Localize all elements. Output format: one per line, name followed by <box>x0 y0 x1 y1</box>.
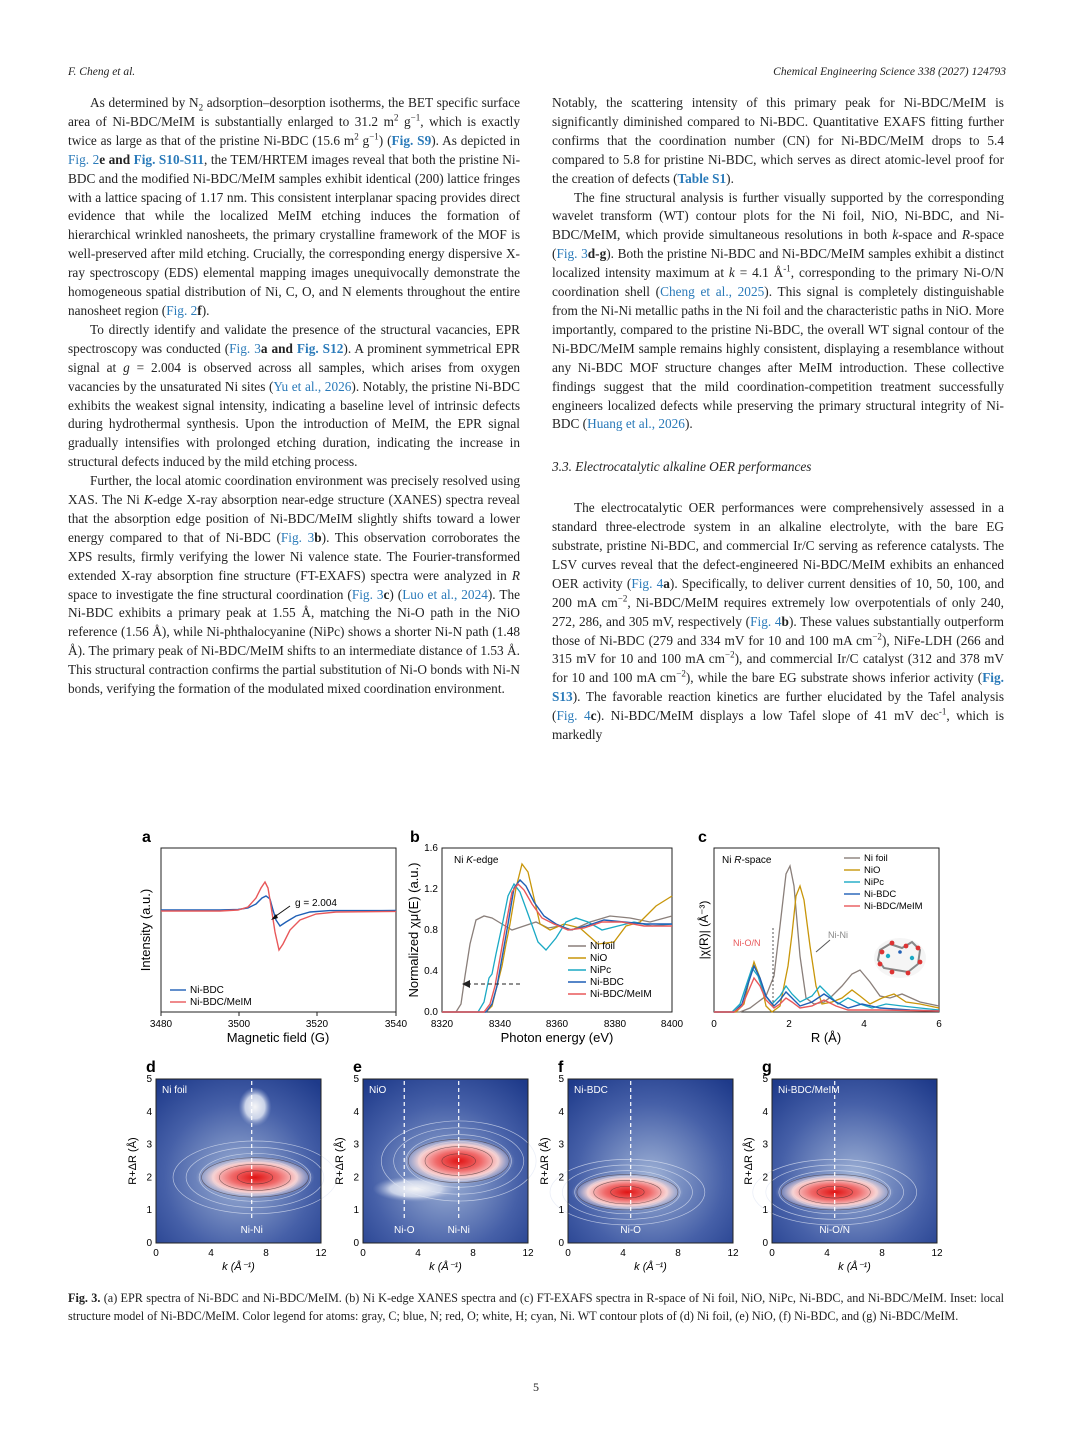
wt-xlabel: k (Å⁻¹) <box>634 1261 667 1273</box>
wt-xtick: 12 <box>522 1248 534 1259</box>
wt-ytick: 5 <box>146 1074 152 1085</box>
wt-panel-d <box>126 1059 337 1273</box>
tick-0-8: 0.8 <box>424 925 438 936</box>
figure-caption: Fig. 3. (a) EPR spectra of Ni-BDC and Ni-BDC/MeIM. (b) Ni K-edge XANES spectra and (c) FT-EXAFS spectra in R-space of Ni foil, NiO, NiPc, Ni-BDC, and Ni-BDC/MeIM. Inset: local structure model of Ni-BDC/MeIM. Color legend for atoms: gray, C; blue, N; red, O; white, H; cyan, Ni. WT contour plots of (d) Ni foil, (e) NiO, (f) Ni-BDC, and (g) Ni-BDC/MeIM. <box>68 1291 1005 1323</box>
epr-ni-bdc-meim-curve <box>161 882 396 950</box>
tick-r-6: 6 <box>936 1019 942 1030</box>
tick-8320: 8320 <box>430 1019 454 1030</box>
tick-1-2: 1.2 <box>424 884 438 895</box>
panel-d-label: d <box>146 1059 156 1076</box>
wt-ytick: 3 <box>146 1139 152 1151</box>
wt-title: Ni-BDC <box>574 1085 608 1096</box>
legend-c-ni-bdc: Ni-BDC <box>864 889 897 900</box>
panel-c-xticks <box>711 1019 942 1030</box>
wt-marker-label: Ni-O/N <box>819 1225 850 1236</box>
wt-intensity-maximum <box>196 1156 315 1199</box>
link-fig-s13[interactable]: Fig. S13 <box>552 670 1004 705</box>
paragraph: Further, the local atomic coordination environment was precisely resolved using XAS. The Ni K-edge X-ray absorption near-edge structure (XANES) spectra reveal that the absorption edge position of Ni-BDC/MeIM slightly shifts toward a lower energy compared to that of Ni-BDC (Fig. 3b). This observation corroborates the XPS results, firmly verifying the lower Ni valence state. The Fourier-transformed extended X-ray absorption fine structure (FT-EXAFS) spectra were analyzed in R space to investigate the fine structural coordination (Fig. 3c) (Luo et al., 2024). The Ni-BDC exhibits a primary peak at 1.55 Å, matching the Ni-O path in the NiO reference (1.56 Å), while Ni-phthalocyanine (NiPc) shows a shorter Ni-N path (1.48 Å). The primary peak of Ni-BDC/MeIM shifts to an intermediate distance of 1.53 Å. This structural contraction confirms the partial substitution of Ni-O bonds with Ni-N bonds, verifying the formation of the modulated mixed coordination environment. <box>68 473 520 697</box>
wt-xtick: 4 <box>208 1248 214 1259</box>
legend-a-ni-bdc-meim: Ni-BDC/MeIM <box>190 997 252 1008</box>
wt-xtick: 12 <box>931 1248 943 1259</box>
wt-ytick: 1 <box>762 1205 768 1217</box>
paragraph: As determined by $N_2$ adsorption–desorption isotherms, the BET specific surface area of Ni-BDC/MeIM is substantially enlarged to 31.2 $m^2$ $g^{-1}$, which is exactly twice as large as that of the pristine Ni-BDC (15.6 $m^2$ $g^{-1}$) (Fig. S9). As depicted in Fig. 2e and Fig. S10-S11, the TEM/HRTEM images reveal that both the pristine Ni-BDC and the modified Ni-BDC/MeIM samples exhibit identical (200) lattice fringes with a lattice spacing of 1.17 nm. This consistent interplanar spacing provides direct evidence that while the localized MeIM etching induces the formation of hierarchical wrinkled nanosheets, the primary crystalline framework of the MOF is well-preserved after mild etching. Crucially, the corresponding energy dispersive X-ray spectroscopy (EDS) elemental mapping images unequivocally demonstrate the homogeneous spatial distribution of Ni, C, O, and N elements throughout the entire nanosheet region (Fig. 2f). <box>68 95 520 318</box>
tick-8380: 8380 <box>603 1019 627 1030</box>
panel-b-frame <box>442 848 672 1012</box>
tick-0-4: 0.4 <box>424 966 438 977</box>
wt-ytick: 2 <box>353 1172 359 1184</box>
ni-ni-arrow <box>816 940 830 952</box>
link-fig-s10[interactable]: Fig. S10-S11 <box>133 151 204 167</box>
wt-ytick: 2 <box>762 1172 768 1184</box>
tick-8340: 8340 <box>488 1019 512 1030</box>
wt-panels <box>126 1059 943 1273</box>
wt-ytick: 1 <box>353 1205 359 1217</box>
wt-secondary-lobe <box>239 1087 272 1126</box>
wt-ytick: 4 <box>558 1106 564 1118</box>
panel-b-xticks <box>431 1019 684 1030</box>
wt-ytick: 0 <box>353 1238 359 1249</box>
wt-ytick: 1 <box>558 1205 564 1217</box>
wt-ylabel: R+ΔR (Å) <box>743 1137 755 1185</box>
panel-b-yticks <box>424 843 438 1018</box>
tick-3500: 3500 <box>227 1019 251 1030</box>
wt-panel-e <box>333 1059 536 1273</box>
paragraph: The fine structural analysis is further visually supported by the corresponding wavelet transform (WT) contour plots for the Ni foil, NiO, Ni-BDC, and Ni-BDC/MeIM, which provide simultaneous resolutions in both k-space and R-space (Fig. 3d-g). Both the pristine Ni-BDC and Ni-BDC/MeIM samples exhibit a distinct localized intensity maximum at k = 4.1 $Å^{-1}$, corresponding to the primary Ni-O/N coordination shell (Cheng et al., 2025). This signal is completely distinguishable from the Ni-Ni metallic paths in the Ni foil and the characteristic paths in NiO. More importantly, compared to the pristine Ni-BDC, the overall WT signal contour of the Ni-BDC/MeIM sample remains highly consistent, displaying a resemblance without any Ni-BDC MOF structure changes after MeIM introduction. These collective findings suggest that the mild coordination-competition treatment successfully engineers localized defects while preserving the primary structural integrity of Ni-BDC (Huang et al., 2026). <box>552 189 1004 432</box>
panel-e-label: e <box>353 1059 362 1076</box>
wt-ytick: 5 <box>762 1074 768 1085</box>
wt-xtick: 8 <box>263 1248 269 1259</box>
legend-b-ni-foil: Ni foil <box>590 941 616 952</box>
link-fig-4a[interactable]: Fig. 4 <box>631 575 664 591</box>
wt-xlabel: k (Å⁻¹) <box>429 1261 462 1273</box>
link-ref-cheng[interactable]: Cheng et al., 2025 <box>660 284 765 300</box>
right-column <box>552 94 1004 745</box>
wt-xtick: 4 <box>620 1248 626 1259</box>
link-ref-yu[interactable]: Yu et al., 2026 <box>273 378 352 394</box>
legend-b-nio: NiO <box>590 953 608 964</box>
section-title: 3.3. Electrocatalytic alkaline OER performances <box>552 459 812 475</box>
legend-c-nio: NiO <box>864 865 881 876</box>
wt-xlabel: k (Å⁻¹) <box>222 1261 255 1273</box>
wt-title: Ni-BDC/MeIM <box>778 1085 840 1096</box>
wt-title: Ni foil <box>162 1085 188 1096</box>
link-fig-2[interactable]: Fig. 2 <box>68 151 100 167</box>
link-fig-s12[interactable]: Fig. S12 <box>296 340 344 356</box>
legend-c <box>844 853 923 912</box>
left-column <box>68 94 520 699</box>
paragraph: The electrocatalytic OER performances were comprehensively assessed in a standard three-electrode system in an alkaline electrolyte, with the bare EG substrate, pristine Ni-BDC, and commercial Ir/C serving as reference catalysts. The LSV curves reveal that the defect-engineered Ni-BDC/MeIM exhibits an enhanced OER activity (Fig. 4a). Specifically, to deliver current densities of 10, 50, 100, and 200 mA $cm^{-2}$, Ni-BDC/MeIM requires extremely low overpotentials of only 240, 272, 286, and 305 mV, respectively (Fig. 4b). These values substantially outperform those of Ni-BDC (279 and 334 mV for 10 and 100 mA $cm^{-2}$), NiFe-LDH (266 and 315 mV for 10 and 100 mA $cm^{-2}$), and commercial Ir/C catalyst (312 and 378 mV for 10 and 100 mA $cm^{-2}$), while the bare EG substrate shows inferior activity (Fig. S13). The favorable reaction kinetics are further elucidated by the Tafel analysis (Fig. 4c). Ni-BDC/MeIM displays a low Tafel slope of 41 mV dec$^{-1}$, which is markedly <box>552 500 1004 743</box>
wt-xtick: 0 <box>360 1248 366 1259</box>
wt-marker-label: Ni-O <box>393 1225 415 1236</box>
wt-ytick: 0 <box>558 1238 564 1249</box>
wt-ylabel: R+ΔR (Å) <box>334 1137 346 1185</box>
wt-xtick: 12 <box>315 1248 327 1259</box>
wt-title: NiO <box>369 1085 387 1096</box>
wt-ytick: 0 <box>146 1238 152 1249</box>
annot-ni-ni: Ni-Ni <box>828 930 848 940</box>
legend-a-ni-bdc: Ni-BDC <box>190 985 224 996</box>
legend-c-ni-foil: Ni foil <box>864 853 888 864</box>
tick-8400: 8400 <box>660 1019 684 1030</box>
legend-c-nipc: NiPc <box>864 877 885 888</box>
panel-c-title: Ni R-space <box>722 855 772 866</box>
inset-structure-model <box>874 938 926 978</box>
wt-ytick: 4 <box>146 1106 152 1118</box>
wt-ytick: 5 <box>558 1074 564 1085</box>
link-table-s1[interactable]: Table S1 <box>677 170 727 186</box>
legend-b <box>568 941 652 1000</box>
wt-intensity-maximum <box>775 1173 894 1211</box>
panel-b-ylabel: Normalized χμ(E) (a.u.) <box>406 862 421 998</box>
panel-a-xticks <box>150 1012 408 1030</box>
wt-xtick: 4 <box>415 1248 421 1259</box>
wt-ytick: 2 <box>146 1172 152 1184</box>
link-fig-3b[interactable]: Fig. 3 <box>280 529 315 545</box>
wt-ytick: 3 <box>353 1139 359 1151</box>
paragraph: Notably, the scattering intensity of this primary peak for Ni-BDC/MeIM is significantly diminished compared to Ni-BDC. Quantitative EXAFS fitting further confirms that the coordination number (CN) for Ni-BDC/MeIM drops to 5.4 compared to 5.8 for pristine Ni-BDC, which serves as direct atomic-level proof for the creation of defects (Table S1). <box>552 95 1004 186</box>
panel-a-label: a <box>142 829 151 846</box>
wt-xtick: 8 <box>879 1248 885 1259</box>
legend-b-nipc: NiPc <box>590 965 612 976</box>
wt-ytick: 1 <box>146 1205 152 1217</box>
legend-b-ni-bdc: Ni-BDC <box>590 977 624 988</box>
figure-3 <box>120 826 950 1278</box>
wt-xtick: 4 <box>824 1248 830 1259</box>
panel-b-label: b <box>410 829 420 846</box>
wt-panel-f <box>538 1059 739 1273</box>
panel-b-title: Ni K-edge <box>454 855 499 866</box>
wt-ytick: 0 <box>762 1238 768 1249</box>
wt-ylabel: R+ΔR (Å) <box>539 1137 551 1185</box>
tick-r-0: 0 <box>711 1019 717 1030</box>
panel-g-label: g <box>762 1059 772 1076</box>
legend-b-ni-bdc-meim: Ni-BDC/MeIM <box>590 989 652 1000</box>
panel-a-xlabel: Magnetic field (G) <box>226 1030 330 1045</box>
wt-marker-label: Ni-Ni <box>240 1225 263 1236</box>
wt-xtick: 0 <box>769 1248 775 1259</box>
panel-f-label: f <box>558 1059 564 1076</box>
wt-xtick: 8 <box>470 1248 476 1259</box>
link-fig-2f[interactable]: Fig. 2 <box>166 302 198 318</box>
wt-ytick: 5 <box>353 1074 359 1085</box>
tick-0-0: 0.0 <box>424 1007 438 1018</box>
running-header-journal: Chemical Engineering Science 338 (2027) 124793 <box>773 66 1006 78</box>
wt-ytick: 3 <box>558 1139 564 1151</box>
link-fig-s9[interactable]: Fig. S9 <box>391 132 432 148</box>
wt-xlabel: k (Å⁻¹) <box>838 1261 871 1273</box>
tick-r-2: 2 <box>786 1019 792 1030</box>
panel-a-ylabel: Intensity (a.u.) <box>138 888 153 972</box>
wt-marker-label: Ni-Ni <box>447 1225 470 1236</box>
wt-xtick: 0 <box>153 1248 159 1259</box>
wt-marker-label: Ni-O <box>620 1225 641 1236</box>
annot-ni-o-n: Ni-O/N <box>733 938 761 948</box>
link-ref-huang[interactable]: Huang et al., 2026 <box>587 416 685 432</box>
link-fig-3a[interactable]: Fig. 3 <box>229 340 261 356</box>
running-header-authors: F. Cheng et al. <box>68 66 136 78</box>
wt-ytick: 3 <box>762 1139 768 1151</box>
paragraph: To directly identify and validate the presence of the structural vacancies, EPR spectroscopy was conducted (Fig. 3a and Fig. S12). A prominent symmetrical EPR signal at g = 2.004 is observed across all samples, which arises from oxygen vacancies by the unsaturated Ni sites (Yu et al., 2026). Notably, the pristine Ni-BDC exhibits the weakest signal intensity, indicating a baseline level of intrinsic defects during hydrothermal synthesis. Upon the introduction of MeIM, the EPR signal gradually intensifies with prolonged etching duration, indicating the increase in structural defects induced by the mild etching process. <box>68 321 520 470</box>
wt-ytick: 2 <box>558 1172 564 1184</box>
page-number: 5 <box>533 1380 539 1394</box>
panel-c-ylabel: |χ(R)| (Å⁻³) <box>697 900 711 960</box>
wt-panel-g <box>742 1059 943 1273</box>
tick-3480: 3480 <box>149 1019 173 1030</box>
wt-intensity-maximum <box>571 1173 683 1211</box>
legend-c-ni-bdc-meim: Ni-BDC/MeIM <box>864 901 923 912</box>
g-value-annotation: g = 2.004 <box>295 898 337 909</box>
panel-b-xlabel: Photon energy (eV) <box>500 1030 614 1045</box>
wt-ylabel: R+ΔR (Å) <box>127 1137 139 1185</box>
link-fig-4b[interactable]: Fig. 4 <box>750 613 782 629</box>
wt-xtick: 12 <box>727 1248 739 1259</box>
link-fig-3c[interactable]: Fig. 3 <box>351 586 384 602</box>
wt-ytick: 4 <box>762 1106 768 1118</box>
tick-3520: 3520 <box>305 1019 329 1030</box>
caption-text: (a) EPR spectra of Ni-BDC and Ni-BDC/MeIM. (b) Ni K-edge XANES spectra and (c) FT-EXAFS spectra in R-space of Ni foil, NiO, NiPc, Ni-BDC, and Ni-BDC/MeIM. Inset: local structure model of Ni-BDC/MeIM. Color legend for atoms: gray, C; blue, N; red, O; white, H; cyan, Ni. WT contour plots of (d) Ni foil, (e) NiO, (f) Ni-BDC, and (g) Ni-BDC/MeIM. <box>68 1291 1005 1323</box>
link-fig-3dg[interactable]: Fig. 3 <box>556 246 588 262</box>
link-ref-luo[interactable]: Luo et al., 2024 <box>402 586 488 602</box>
tick-r-4: 4 <box>861 1019 867 1030</box>
tick-3540: 3540 <box>384 1019 408 1030</box>
wt-ytick: 4 <box>353 1106 359 1118</box>
wt-xtick: 0 <box>565 1248 571 1259</box>
panel-c-xlabel: R (Å) <box>810 1030 842 1045</box>
link-fig-4c[interactable]: Fig. 4 <box>556 708 591 724</box>
tick-8360: 8360 <box>545 1019 569 1030</box>
wt-xtick: 8 <box>675 1248 681 1259</box>
tick-1-6: 1.6 <box>424 843 438 854</box>
panel-c-label: c <box>698 829 707 846</box>
